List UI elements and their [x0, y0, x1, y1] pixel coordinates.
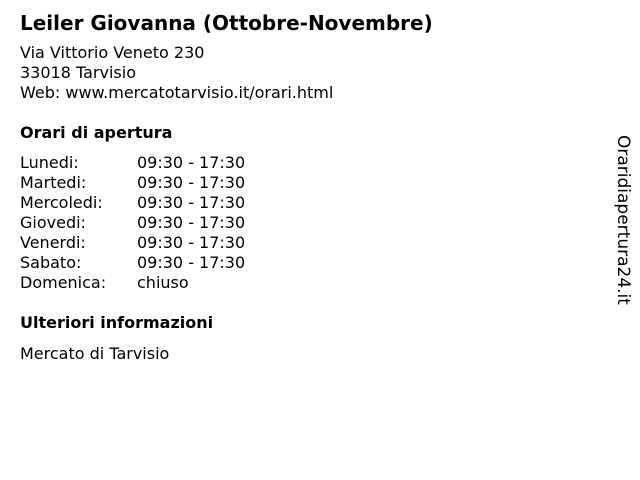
address-block	[20, 43, 333, 103]
hours-value: chiuso	[137, 273, 189, 292]
city: 33018 Tarvisio	[20, 63, 136, 82]
page-title: Leiler Giovanna (Ottobre-Novembre)	[20, 11, 433, 35]
hours-value: 09:30 - 17:30	[137, 213, 246, 232]
day-label: Mercoledi:	[20, 193, 103, 212]
day-label: Giovedi:	[20, 213, 86, 232]
hours-row-wednesday	[20, 193, 245, 213]
day-label: Venerdi:	[20, 233, 86, 252]
hours-row-monday	[20, 153, 245, 173]
hours-row-saturday	[20, 253, 245, 273]
hours-row-tuesday	[20, 173, 245, 193]
street-address: Via Vittorio Veneto 230	[20, 43, 205, 62]
hours-row-sunday	[20, 273, 245, 293]
day-label: Lunedi:	[20, 153, 79, 172]
hours-row-friday	[20, 233, 245, 253]
hours-value: 09:30 - 17:30	[137, 153, 246, 172]
website-line: Web: www.mercatotarvisio.it/orari.html	[20, 83, 334, 102]
opening-hours-heading: Orari di apertura	[20, 123, 173, 142]
more-info-text: Mercato di Tarvisio	[20, 344, 170, 363]
day-label: Domenica:	[20, 273, 107, 292]
hours-row-thursday	[20, 213, 245, 233]
day-label: Martedi:	[20, 173, 87, 192]
hours-value: 09:30 - 17:30	[137, 233, 246, 252]
opening-hours-table	[20, 153, 245, 293]
day-label: Sabato:	[20, 253, 82, 272]
hours-value: 09:30 - 17:30	[137, 173, 246, 192]
more-info-heading: Ulteriori informazioni	[20, 313, 214, 332]
hours-value: 09:30 - 17:30	[137, 193, 246, 212]
hours-value: 09:30 - 17:30	[137, 253, 246, 272]
side-brand-label: Oraridiapertura24.it	[613, 135, 633, 305]
